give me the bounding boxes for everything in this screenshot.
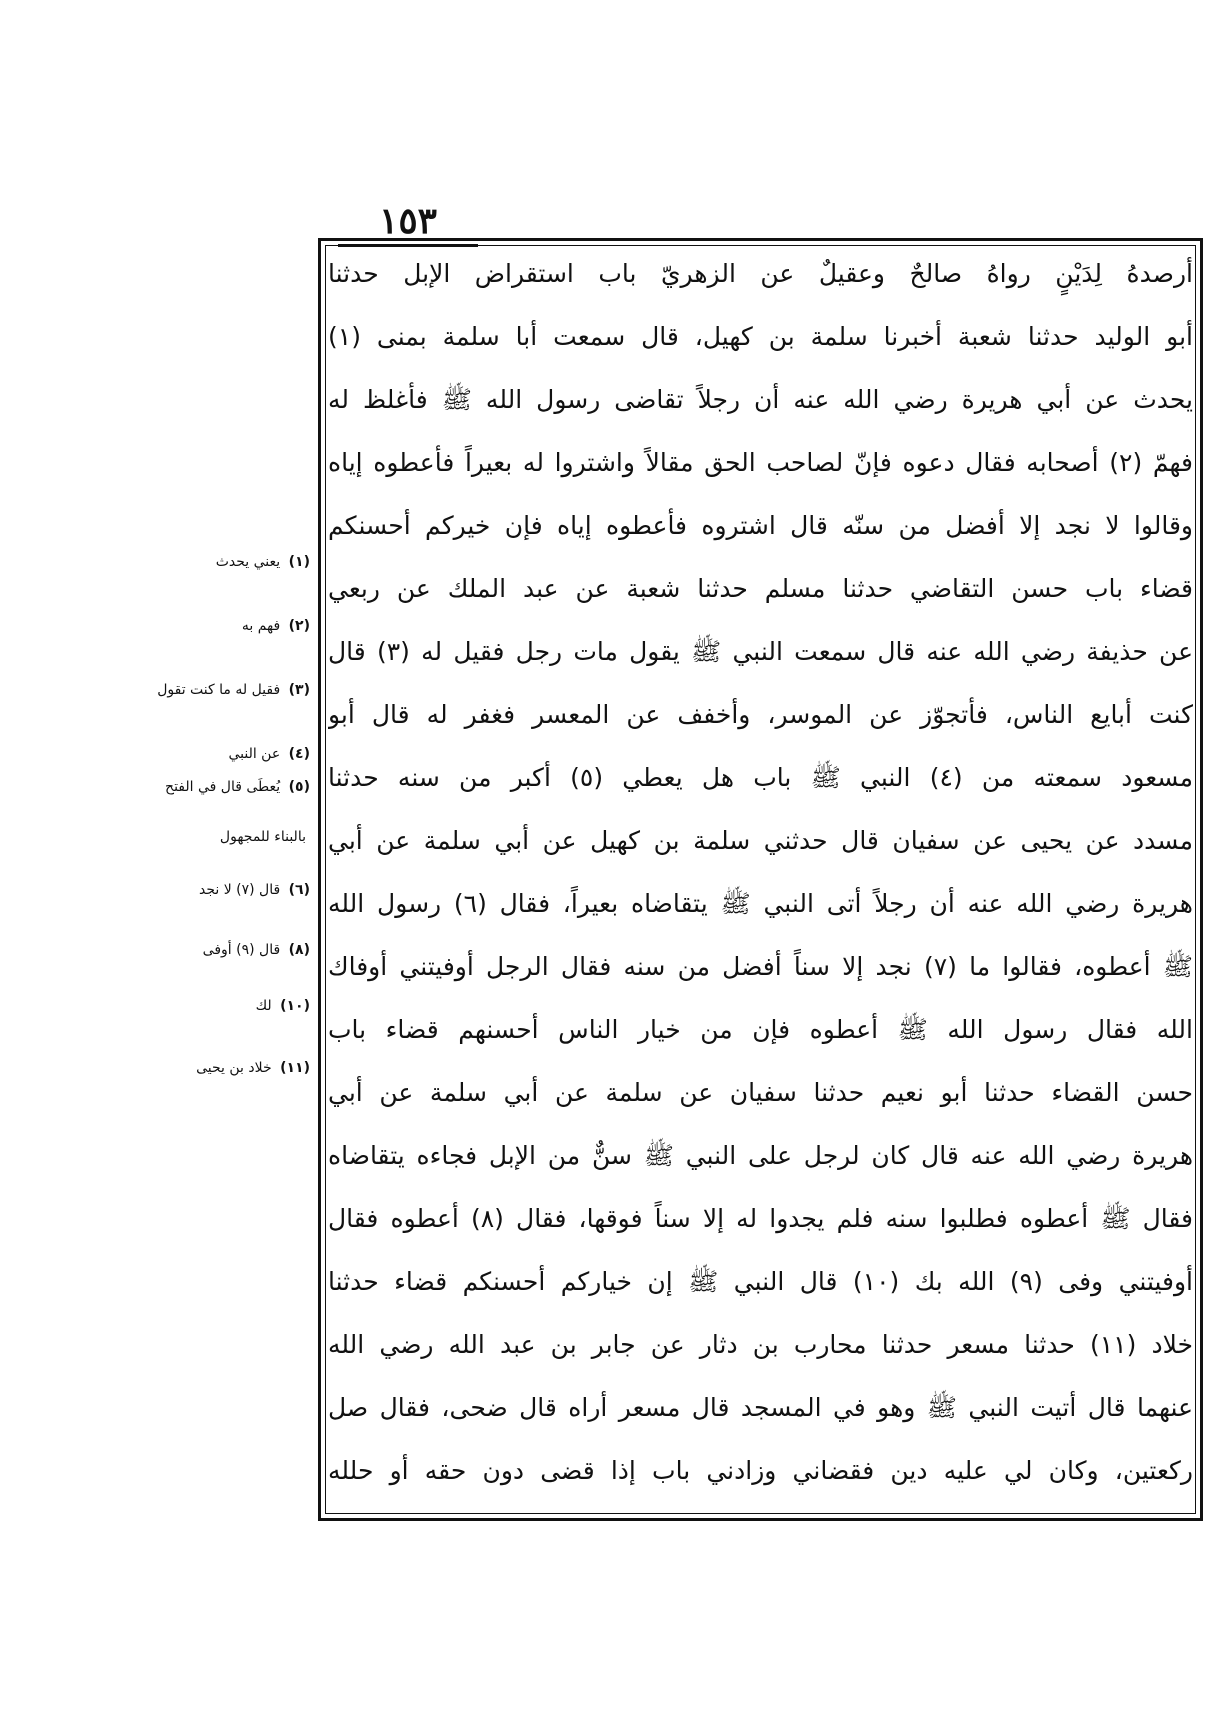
note-text: يُعطَى قال في الفتح [165, 779, 281, 795]
note-number: (٦) [288, 882, 310, 898]
text-line: خلاد (١١) حدثنا مسعر حدثنا محارب بن دثار عن جابر بن عبد الله رضي الله [328, 1330, 1193, 1359]
note-text: لك [255, 998, 272, 1014]
page-number: ١٥٣ [338, 200, 478, 247]
note-text: عن النبي [228, 746, 281, 762]
note-number: (١١) [280, 1060, 310, 1076]
note-number: (١٠) [280, 998, 310, 1014]
text-line: حسن القضاء حدثنا أبو نعيم حدثنا سفيان عن سلمة عن أبي سلمة عن أبي [328, 1078, 1193, 1107]
note-text: يعني يحدث [215, 554, 281, 570]
text-line: أرصدهُ لِدَيْنٍ رواهُ صالحٌ وعقيلٌ عن الزهريّ باب استقراض الإبل حدثنا [328, 259, 1193, 288]
margin-note [150, 996, 310, 1016]
margin-note [150, 616, 310, 636]
note-number: (٣) [288, 682, 310, 698]
text-line: أبو الوليد حدثنا شعبة أخبرنا سلمة بن كهيل، قال سمعت أبا سلمة بمنى (١) [328, 322, 1193, 351]
text-line: فقال ﷺ أعطوه فطلبوا سنه فلم يجدوا له إلا سناً فوقها، فقال (٨) أعطوه فقال [328, 1204, 1193, 1233]
margin-note [150, 827, 310, 847]
note-text: بالبناء للمجهول [219, 829, 306, 845]
note-text: فهم به [241, 618, 281, 634]
text-line: هريرة رضي الله عنه أن رجلاً أتى النبي ﷺ يتقاضاه بعيراً، فقال (٦) رسول الله [328, 889, 1193, 918]
text-line: هريرة رضي الله عنه قال كان لرجل على النبي ﷺ سنٌّ من الإبل فجاءه يتقاضاه [328, 1141, 1193, 1170]
margin-note [150, 680, 310, 700]
margin-note [150, 744, 310, 764]
main-text [328, 252, 1193, 1510]
text-line: ركعتين، وكان لي عليه دين فقضاني وزادني باب إذا قضى دون حقه أو حلله [328, 1456, 1193, 1485]
note-number: (٨) [288, 942, 310, 958]
text-line: مسعود سمعته من (٤) النبي ﷺ باب هل يعطي (٥) أكبر من سنه حدثنا [328, 763, 1193, 792]
note-text: فقيل له ما كنت تقول [157, 682, 281, 698]
margin-note [150, 552, 310, 572]
note-number: (٢) [288, 618, 310, 634]
margin-note [150, 880, 310, 900]
text-line: ﷺ أعطوه، فقالوا ما (٧) نجد إلا سناً أفضل من سنه فقال الرجل أوفيتني أوفاك [328, 952, 1193, 981]
text-line: أوفيتني وفى (٩) الله بك (١٠) قال النبي ﷺ إن خياركم أحسنكم قضاء حدثنا [328, 1267, 1193, 1296]
note-number: (٤) [288, 746, 310, 762]
note-text: قال (٧) لا نجد [198, 882, 281, 898]
text-line: كنت أبايع الناس، فأتجوّز عن الموسر، وأخفف عن المعسر فغفر له قال أبو [328, 700, 1193, 729]
note-text: خلاد بن يحيى [196, 1060, 272, 1076]
margin-note [150, 1058, 310, 1078]
text-line: عنهما قال أتيت النبي ﷺ وهو في المسجد قال مسعر أراه قال ضحى، فقال صل [328, 1393, 1193, 1422]
margin-note [150, 940, 310, 960]
margin-note [150, 777, 310, 797]
text-line: وقالوا لا نجد إلا أفضل من سنّه قال اشتروه فأعطوه إياه فإن خيركم أحسنكم [328, 511, 1193, 540]
text-line: الله فقال رسول الله ﷺ أعطوه فإن من خيار الناس أحسنهم قضاء باب [328, 1015, 1193, 1044]
note-text: قال (٩) أوفى [202, 942, 281, 958]
text-line: قضاء باب حسن التقاضي حدثنا مسلم حدثنا شعبة عن عبد الملك عن ربعي [328, 574, 1193, 603]
text-line: يحدث عن أبي هريرة رضي الله عنه أن رجلاً تقاضى رسول الله ﷺ فأغلظ له [328, 385, 1193, 414]
note-number: (٥) [288, 779, 310, 795]
note-number: (١) [288, 554, 310, 570]
text-line: فهمّ (٢) أصحابه فقال دعوه فإنّ لصاحب الحق مقالاً واشتروا له بعيراً فأعطوه إياه [328, 448, 1193, 477]
text-line: عن حذيفة رضي الله عنه قال سمعت النبي ﷺ يقول مات رجل فقيل له (٣) قال [328, 637, 1193, 666]
text-line: مسدد عن يحيى عن سفيان قال حدثني سلمة بن كهيل عن أبي سلمة عن أبي [328, 826, 1193, 855]
